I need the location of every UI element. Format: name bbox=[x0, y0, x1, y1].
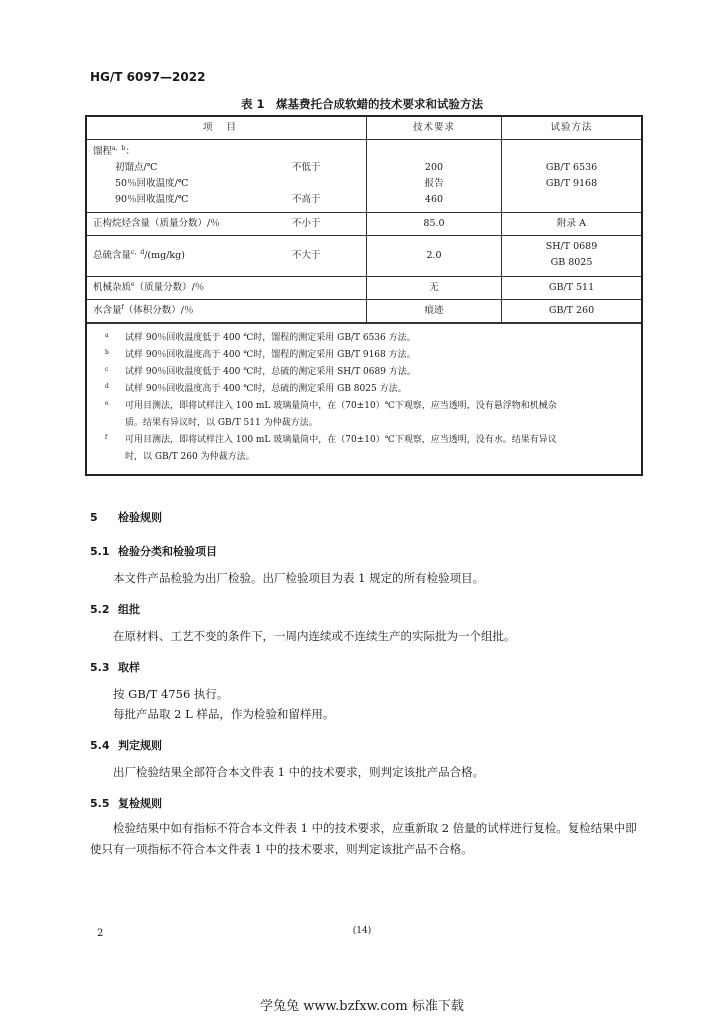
table-note: b 试样 90％回收温度高于 400 ℃时，馏程的测定采用 GB/T 9168 方法。 bbox=[105, 349, 416, 360]
t50-requirement: 报告 bbox=[424, 178, 444, 189]
table-note: d 试样 90％回收温度高于 400 ℃时，总硫的测定采用 GB 8025 方法。 bbox=[105, 383, 407, 394]
n-alkane-method: 附录 A bbox=[557, 218, 586, 229]
section-5-heading: 5 检验规则 bbox=[90, 511, 162, 524]
ibp-label: 初馏点/℃ bbox=[115, 162, 158, 173]
inner-page-number: (14) bbox=[352, 926, 372, 936]
table-row-sulfur: 总硫含量$^{c,d}$/(mg/kg) 不大于 2.0 SH/T 0689 GB 8025 bbox=[87, 236, 641, 277]
section-5-1-heading: 5.1 检验分类和检验项目 bbox=[90, 545, 217, 558]
section-5-3-text-2: 每批产品取 2 L 样品，作为检验和留样用。 bbox=[113, 707, 335, 721]
ibp-method: GB/T 6536 bbox=[545, 162, 598, 173]
table-row-distillation: 馏程$^{a,b}$： 初馏点/℃ 不低于 50％回收温度/℃ 90％回收温度/℃ 不高于 200 报告 460 GB/T 6536 GB/T 9168 bbox=[87, 140, 641, 213]
ibp-requirement: 200 bbox=[424, 162, 444, 173]
t50-label: 50％回收温度/℃ bbox=[115, 178, 189, 189]
table-note: f 可用目测法，即将试样注入 100 mL 玻璃量筒中，在（70±10）℃下观察，应当透明，没有水。结果有异议 时，以 GB/T 260 为仲裁方法。 bbox=[105, 434, 557, 462]
section-5-3-heading: 5.3 取样 bbox=[90, 661, 140, 674]
section-5-5-heading: 5.5 复检规则 bbox=[90, 797, 162, 810]
t90-label: 90％回收温度/℃ bbox=[115, 194, 189, 205]
section-5-4-text: 出厂检验结果全部符合本文件表 1 中的技术要求，则判定该批产品合格。 bbox=[113, 765, 485, 779]
section-5-1-text: 本文件产品检验为出厂检验。出厂检验项目为表 1 规定的所有检验项目。 bbox=[113, 571, 485, 585]
sulfur-sup: c，d bbox=[131, 249, 145, 256]
standard-code: HG/T 6097—2022 bbox=[90, 70, 206, 84]
distillation-label: 馏程 bbox=[93, 146, 113, 157]
footer-watermark: 学兔兔 www.bzfxw.com 标准下载 bbox=[260, 999, 464, 1014]
table-note: a 试样 90％回收温度低于 400 ℃时，馏程的测定采用 GB/T 6536 方法。 bbox=[105, 332, 416, 343]
section-5-2-text: 在原材料、工艺不变的条件下，一周内连续或不连续生产的实际批为一个组批。 bbox=[113, 629, 516, 643]
table-row-n-alkane bbox=[87, 213, 641, 236]
table-row-water: 水含量$^f$（体积分数）/％ 痕迹 GB/T 260 bbox=[87, 300, 641, 323]
sulfur-method-1: SH/T 0689 bbox=[545, 241, 598, 252]
distillation-sup: a，b bbox=[112, 145, 126, 152]
water-method: GB/T 260 bbox=[548, 305, 595, 316]
n-alkane-requirement: 85.0 bbox=[367, 213, 502, 235]
spec-table bbox=[85, 115, 643, 476]
section-5-5-text: 检验结果中如有指标不符合本文件表 1 中的技术要求，应重新取 2 倍量的试样进行复检。复检结果中即使只有一项指标不符合本文件表 1 中的技术要求，则判定该批产品不合格。 bbox=[90, 821, 637, 856]
ibp-qualifier: 不低于 bbox=[292, 162, 321, 173]
sulfur-method-2: GB 8025 bbox=[550, 257, 593, 268]
t90-qualifier: 不高于 bbox=[292, 194, 321, 205]
sulfur-requirement: 2.0 bbox=[367, 236, 502, 276]
impurities-label: 机械杂质 bbox=[93, 282, 132, 293]
section-5-4-heading: 5.4 判定规则 bbox=[90, 739, 162, 752]
header-method: 试验方法 bbox=[550, 122, 593, 133]
water-label: 水含量 bbox=[93, 305, 122, 316]
table-title: 表 1 煤基费托合成软蜡的技术要求和试验方法 bbox=[240, 97, 483, 111]
n-alkane-label: 正构烷烃含量（质量分数）/％ bbox=[93, 218, 220, 229]
table-header-row bbox=[87, 117, 641, 140]
water-requirement: 痕迹 bbox=[367, 300, 502, 322]
table-note: c 试样 90％回收温度低于 400 ℃时，总硫的测定采用 SH/T 0689 方法。 bbox=[105, 366, 416, 377]
table-note: e 可用目测法，即将试样注入 100 mL 玻璃量筒中，在（70±10）℃下观察，应当透明，没有悬浮物和机械杂 质。结果有异议时，以 GB/T 511 为仲裁方法。 bbox=[105, 400, 557, 428]
impurities-requirement: 无 bbox=[367, 277, 502, 299]
t50-method: GB/T 9168 bbox=[545, 178, 598, 189]
section-5-3-text-1: 按 GB/T 4756 执行。 bbox=[113, 687, 229, 701]
sulfur-qualifier: 不大于 bbox=[292, 250, 321, 261]
header-item: 项目 bbox=[87, 117, 367, 139]
header-requirement: 技术要求 bbox=[367, 117, 502, 139]
page-number: 2 bbox=[97, 928, 104, 939]
impurities-method: GB/T 511 bbox=[548, 282, 595, 293]
table-row-impurities: 机械杂质$^e$（质量分数）/％ 无 GB/T 511 bbox=[87, 277, 641, 300]
table-notes bbox=[87, 323, 641, 474]
n-alkane-qualifier: 不小于 bbox=[292, 218, 321, 229]
t90-requirement: 460 bbox=[424, 194, 444, 205]
section-5-2-heading: 5.2 组批 bbox=[90, 603, 140, 616]
sulfur-label: 总硫含量 bbox=[93, 250, 132, 261]
